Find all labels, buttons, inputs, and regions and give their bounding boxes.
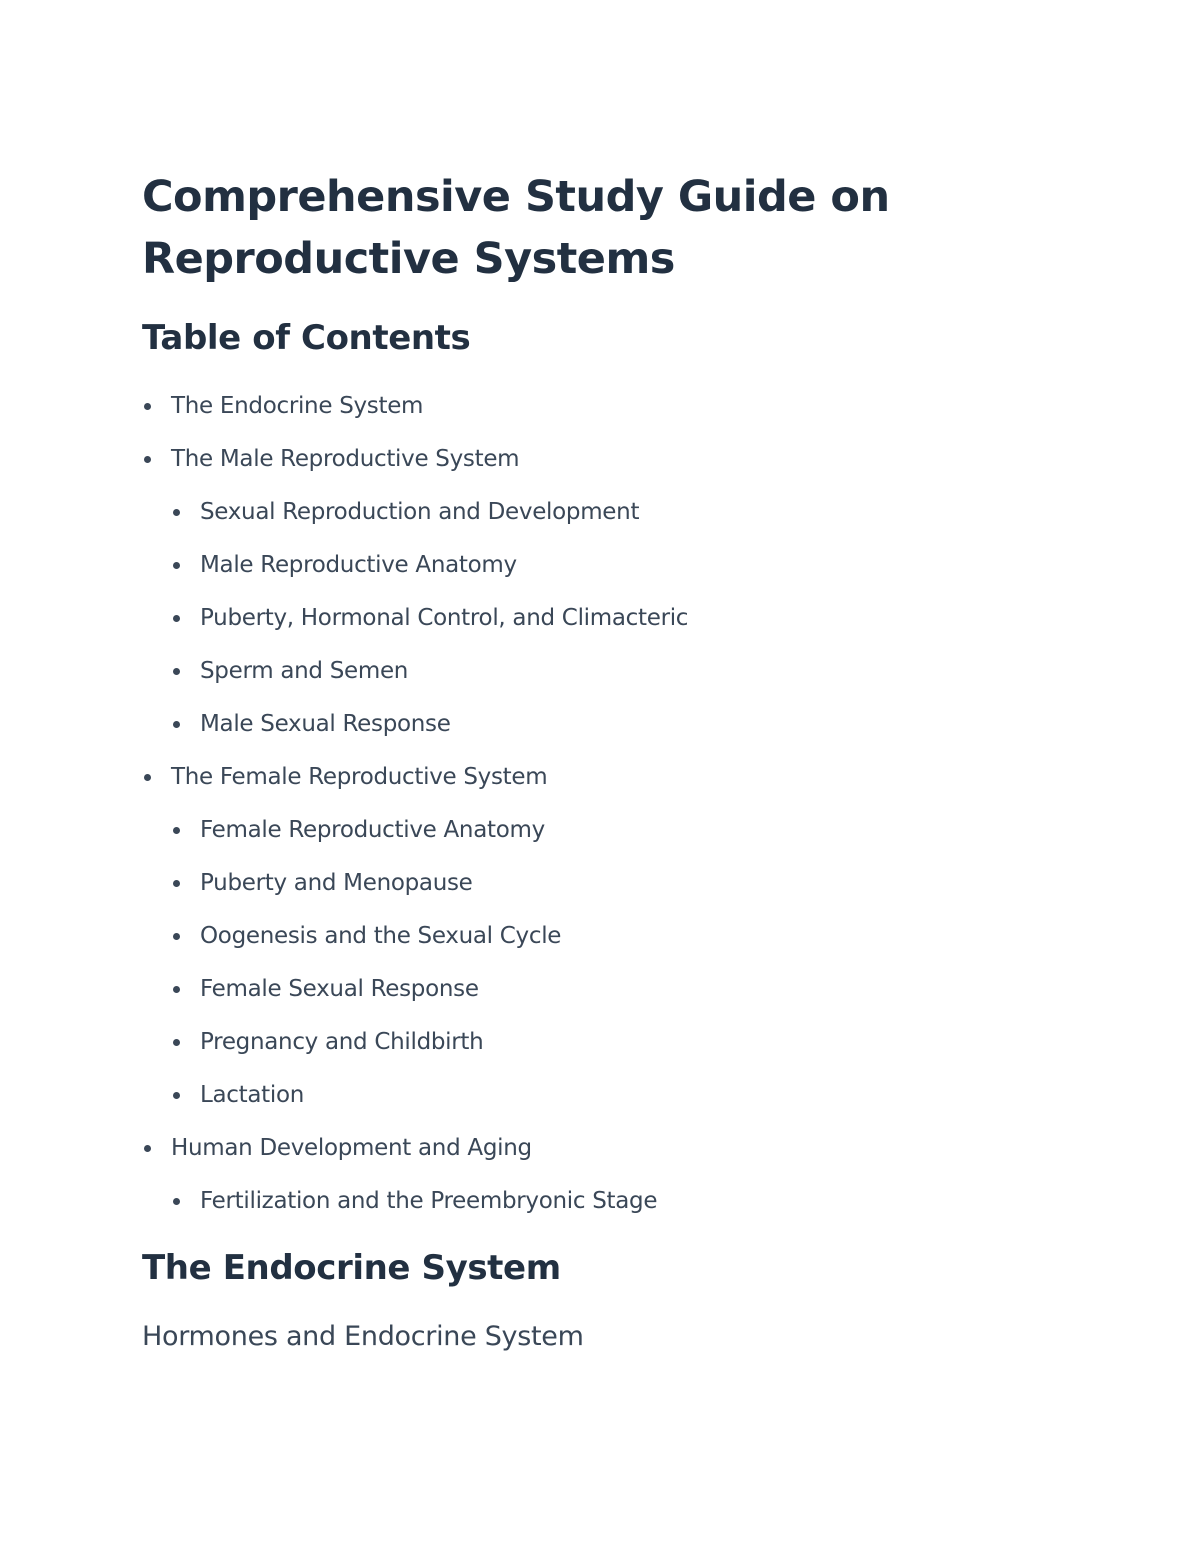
bullet-icon <box>173 1039 180 1046</box>
bullet-icon <box>173 562 180 569</box>
toc-item-label: Puberty, Hormonal Control, and Climacteric <box>200 605 689 631</box>
subsection-heading: Hormones and Endocrine System <box>142 1321 584 1352</box>
toc-item-label: Female Reproductive Anatomy <box>200 817 545 843</box>
toc-item-label: Sperm and Semen <box>200 658 409 684</box>
toc-item-label: Female Sexual Response <box>200 976 479 1002</box>
toc-item-label: Oogenesis and the Sexual Cycle <box>200 923 562 949</box>
bullet-icon <box>144 403 151 410</box>
bullet-icon <box>173 668 180 675</box>
toc-item-label: Male Reproductive Anatomy <box>200 552 517 578</box>
section-heading: The Endocrine System <box>142 1248 561 1288</box>
bullet-icon <box>173 615 180 622</box>
bullet-icon <box>173 1198 180 1205</box>
bullet-icon <box>173 1092 180 1099</box>
toc-item-label: The Male Reproductive System <box>171 446 520 472</box>
toc-item-label: Human Development and Aging <box>171 1135 532 1161</box>
bullet-icon <box>173 986 180 993</box>
bullet-icon <box>173 509 180 516</box>
toc-item-label: Fertilization and the Preembryonic Stage <box>200 1188 658 1214</box>
bullet-icon <box>144 774 151 781</box>
toc-heading: Table of Contents <box>142 318 471 358</box>
bullet-icon <box>173 827 180 834</box>
bullet-icon <box>173 880 180 887</box>
bullet-icon <box>173 721 180 728</box>
bullet-icon <box>144 1145 151 1152</box>
toc-item-label: Sexual Reproduction and Development <box>200 499 640 525</box>
toc-item-label: The Endocrine System <box>171 393 424 419</box>
toc-item-label: Pregnancy and Childbirth <box>200 1029 484 1055</box>
toc-item-label: The Female Reproductive System <box>171 764 548 790</box>
bullet-icon <box>144 456 151 463</box>
toc-item-label: Puberty and Menopause <box>200 870 473 896</box>
toc-item-label: Male Sexual Response <box>200 711 451 737</box>
toc-item-label: Lactation <box>200 1082 305 1108</box>
bullet-icon <box>173 933 180 940</box>
page-title: Comprehensive Study Guide on Reproductive Systems <box>142 172 890 284</box>
